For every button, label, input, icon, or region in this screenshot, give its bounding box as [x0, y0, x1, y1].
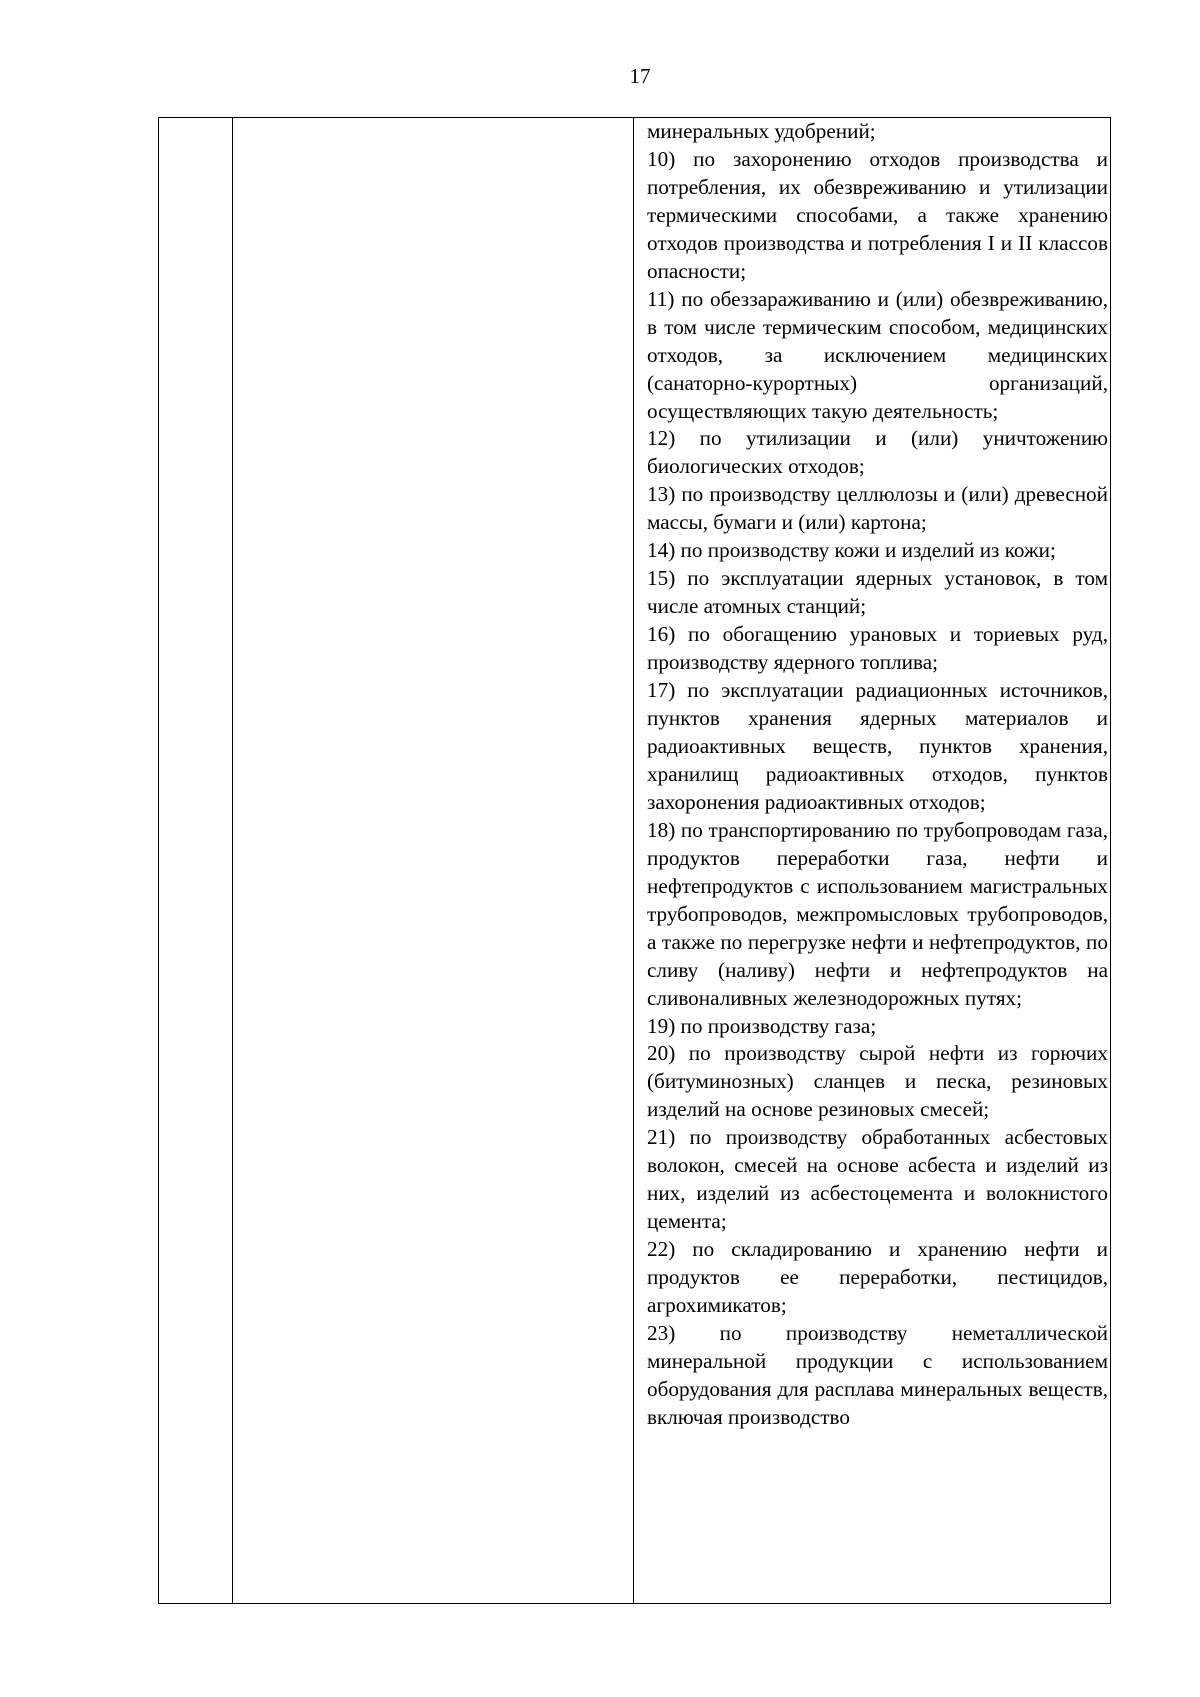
list-item: 13) по производству целлюлозы и (или) древесной массы, бумаги и (или) картона; [647, 482, 1108, 535]
list-item: 21) по производству обработанных асбестовых волокон, смесей на основе асбеста и изделий из них, изделий из асбестоцемента и волокнистого цемента; [647, 1125, 1108, 1234]
list-item: 16) по обогащению урановых и ториевых руд, производству ядерного топлива; [647, 622, 1108, 675]
page-number: 17 [629, 64, 651, 88]
table-cell-activities [647, 118, 1108, 1432]
list-item: 18) по транспортированию по трубопроводам газа, продуктов переработки газа, нефти и нефтепродуктов с использованием магистральных трубопроводов, межпромысловых трубопроводов, а также по перегрузке нефти и нефтепродуктов, по сливу (наливу) нефти и нефтепродуктов на сливоналивных железнодорожных путях; [647, 817, 1108, 1010]
list-item: 23) по производству неметаллической минеральной продукции с использованием оборудования для расплава минеральных веществ, включая производство [647, 1320, 1108, 1429]
list-item: 17) по эксплуатации радиационных источников, пунктов хранения ядерных материалов и радиоактивных веществ, пунктов хранения, хранилищ радиоактивных отходов, пунктов захоронения радиоактивных отходов; [647, 678, 1108, 814]
column-divider [633, 118, 634, 1603]
list-item: 11) по обеззараживанию и (или) обезвреживанию, в том числе термическим способом, медицинских отходов, за исключением медицинских (санаторно-курортных) организаций, осуществляющих такую деятельность; [647, 286, 1108, 423]
list-item: 10) по захоронению отходов производства и потребления, их обезвреживанию и утилизации термическими способами, а также хранению отходов производства и потребления I и II классов опасности; [647, 146, 1108, 283]
list-item: 22) по складированию и хранению нефти и продуктов ее переработки, пестицидов, агрохимикатов; [647, 1237, 1108, 1318]
list-item: 14) по производству кожи и изделий из кожи; [647, 538, 1056, 563]
document-table [158, 117, 1111, 1604]
column-divider [232, 118, 233, 1603]
list-item: 19) по производству газа; [647, 1013, 877, 1038]
list-item: минеральных удобрений; [647, 119, 876, 143]
list-item: 20) по производству сырой нефти из горючих (битуминозных) сланцев и песка, резиновых изделий на основе резиновых смесей; [647, 1041, 1108, 1122]
list-item: 12) по утилизации и (или) уничтожению биологических отходов; [647, 426, 1108, 479]
list-item: 15) по эксплуатации ядерных установок, в том числе атомных станций; [647, 566, 1108, 619]
